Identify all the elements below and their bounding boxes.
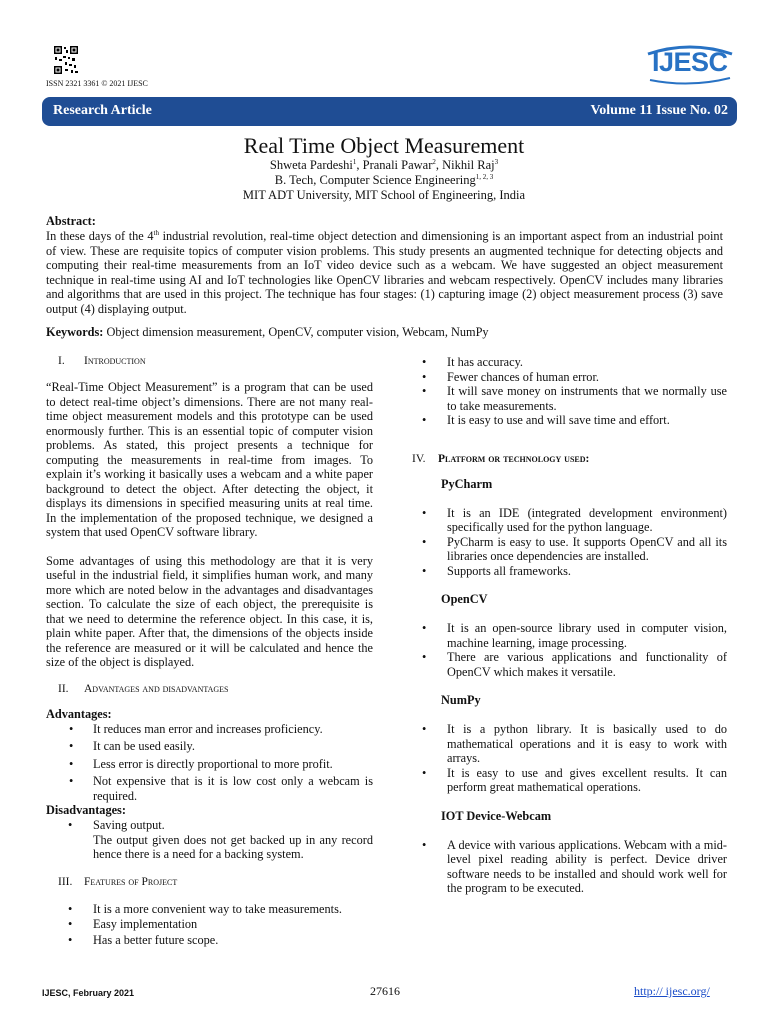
keywords-label: Keywords: <box>46 325 104 339</box>
list-item: • Saving output. <box>46 818 373 833</box>
qr-code-icon <box>53 45 79 75</box>
section-title: Introduction <box>84 355 146 367</box>
section-heading-intro <box>46 355 373 367</box>
affiliation-text: B. Tech, Computer Science Engineering <box>274 173 476 187</box>
list-item: • Easy implementation <box>46 917 373 933</box>
author-sup: 2 <box>432 157 436 166</box>
author-name: Nikhil Raj <box>442 158 495 172</box>
disadvantages-list <box>46 818 373 833</box>
paper-title: Real Time Object Measurement <box>243 133 525 158</box>
volume-issue: Volume 11 Issue No. 02 <box>590 103 728 118</box>
list-item: • It is easy to use and gives excellent results. It can perform great mathematical operations. <box>400 766 727 795</box>
list-item: • Supports all frameworks. <box>400 564 727 579</box>
list-item: • There are various applications and functionality of OpenCV which makes it versatile. <box>400 650 727 679</box>
list-item: • It is an IDE (integrated development environment) specifically used for the python language. <box>400 506 727 535</box>
list-item: • It has accuracy. <box>400 355 727 370</box>
issn-line: ISSN 2321 3361 © 2021 IJESC <box>46 79 148 88</box>
list-item: • It reduces man error and increases proficiency. <box>46 722 373 737</box>
author-name: Shweta Pardeshi <box>269 158 353 172</box>
advantages-list <box>46 722 373 804</box>
journal-logo: IJESC <box>652 47 728 77</box>
keywords-text: Object dimension measurement, OpenCV, computer vision, Webcam, NumPy <box>103 325 489 339</box>
subsection-iot: IOT Device-Webcam <box>441 808 552 823</box>
abstract-body: industrial revolution, real-time object detection and dimensioning is an important aspect from an industrial point of view. These are requisite topics of computer vision problems. This study presents an augmented technique for detecting objects and computing their real-time measurements from an IoT video device such as a webcam. We have suggested an object measurement technique in real-time using AI and IoT technologies like OpenCV libraries and webcam respectively. OpenCV includes many libraries and algorithms that are used in this project. The technique has four stages: (1) capturing image (2) object measurement process (3) save output (4) displaying output. <box>46 229 723 316</box>
list-item: • Has a better future scope. <box>46 933 373 949</box>
affiliation-dept <box>0 173 768 188</box>
author-sup: 1 <box>352 157 357 166</box>
article-type: Research Article <box>53 103 152 118</box>
list-item: • It is an open-source library used in computer vision, machine learning, image processing. <box>400 621 727 650</box>
features-list-left <box>46 902 373 949</box>
numpy-list <box>400 722 727 795</box>
list-item: • It is a more convenient way to take measurements. <box>46 902 373 918</box>
iot-list <box>400 838 727 896</box>
features-list-right <box>400 355 727 428</box>
pycharm-list <box>400 506 727 579</box>
list-item: • It can be used easily. <box>46 739 373 754</box>
footer-journal-date: IJESC, February 2021 <box>42 988 135 998</box>
section-title: Advantages and disadvantages <box>84 682 229 695</box>
abstract-sup: th <box>153 228 159 237</box>
author-name: Pranali Pawar <box>362 158 433 172</box>
list-item: • A device with various applications. Webcam with a mid-level pixel reading ability is perfect. Device driver software needs to be installed and should work well for the program to be executed. <box>400 838 727 896</box>
list-item: • It is easy to use and will save time and effort. <box>400 413 727 428</box>
section-title: Platform or technology used: <box>438 452 590 465</box>
opencv-list <box>400 621 727 679</box>
abstract-label: Abstract: <box>46 214 96 228</box>
section-number: III. <box>58 875 73 888</box>
subsection-opencv: OpenCV <box>441 592 488 606</box>
disadvantages-label: Disadvantages: <box>46 803 126 817</box>
left-column <box>46 352 373 948</box>
header-banner <box>42 97 737 126</box>
list-item: • Not expensive that is it is low cost only a webcam is required. <box>46 774 373 803</box>
list-item: • Fewer chances of human error. <box>400 370 727 385</box>
right-column <box>400 352 727 896</box>
section-title: Features of Project <box>84 875 178 888</box>
list-item: • PyCharm is easy to use. It supports OpenCV and all its libraries once dependencies are installed. <box>400 535 727 564</box>
page-number: 27616 <box>370 984 400 998</box>
intro-paragraph-2: Some advantages of using this methodology are that it is very useful in the industrial field, it simplifies human work, and many more which are noted below in the advantages and disadvantages section. To calculate the size of each object, the prerequisite is that we need to determine the reference object. In this case, it is, plain white paper. After that, the dimensions of the objects inside the reference are measured or it will be calculated and hence the size of the object is displayed. <box>46 553 373 669</box>
author-sup: 3 <box>494 157 499 166</box>
abstract-text <box>46 229 723 316</box>
section-number: I. <box>58 355 65 367</box>
keywords <box>46 325 723 340</box>
intro-paragraph-1: “Real-Time Object Measurement” is a program that can be used to detect real-time object’s dimensions. There are not many real-time object measurement models and this prototype can be used enormously further. This is an essential topic of computer vision problems. As stated, this project presents a technique for computing the measurements in real-time from images. To explain it’s working it basically uses a webcam and a white paper background to detect the object. After detecting the object, it displays its dimensions in specified measuring units at real time. In the implementation of the proposed technique, we designed a system that used OpenCV software library. <box>46 380 373 539</box>
list-item: • It will save money on instruments that we normally use to take measurements. <box>400 384 727 413</box>
disadvantage-detail: The output given does not get backed up in any record hence there is a need for a backing system. <box>93 832 373 861</box>
affiliation-sup: 1, 2, 3 <box>475 172 494 181</box>
section-number: IV. <box>412 452 426 465</box>
subsection-pycharm: PyCharm <box>441 476 493 491</box>
footer-link[interactable]: http:// ijesc.org/ <box>634 984 710 998</box>
list-item: • Less error is directly proportional to more profit. <box>46 757 373 772</box>
list-item: • It is a python library. It is basically used to do mathematical operations and it is easy to work with arrays. <box>400 722 727 766</box>
subsection-numpy: NumPy <box>441 693 481 707</box>
affiliation-university: MIT ADT University, MIT School of Engineering, India <box>242 188 526 202</box>
advantages-label: Advantages: <box>46 706 112 721</box>
section-number: II. <box>58 682 69 695</box>
abstract <box>46 214 723 316</box>
abstract-pre: In these days of the 4 <box>46 229 154 243</box>
section-heading-features <box>46 876 373 888</box>
authors-line: Shweta Pardeshi$^1$, Pranali Pawar$^2$, Nikhil Raj$^3$ <box>269 157 499 172</box>
section-heading-platform <box>400 453 727 465</box>
section-heading-advantages <box>46 683 373 695</box>
